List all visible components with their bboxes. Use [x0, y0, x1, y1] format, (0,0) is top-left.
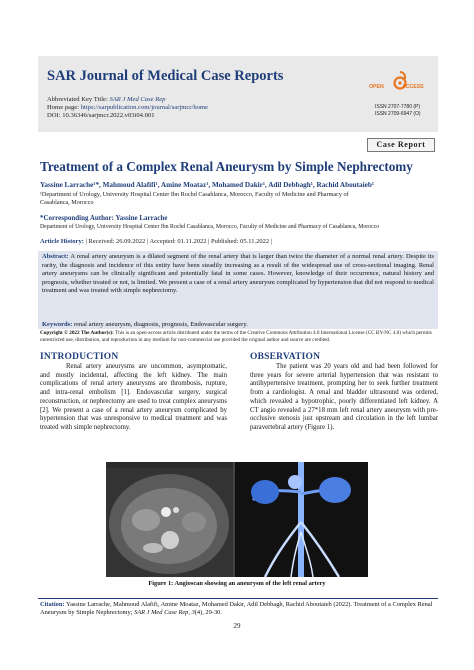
logo-open-text: OPEN [369, 84, 384, 90]
article-title: Treatment of a Complex Renal Aneurysm by Simple Nephrectomy [40, 159, 413, 174]
keywords-text: renal artery aneurysm, diagnosis, prognosis, Endovascular surgery. [73, 321, 248, 328]
citation [40, 601, 440, 617]
angio-3d-reconstruction [235, 462, 368, 577]
history-label: Article History: [40, 238, 86, 245]
citation-end: (4), 29-30. [194, 609, 222, 617]
ct-axial-image [106, 462, 233, 577]
figure-angioscan [106, 462, 368, 577]
keywords-box [38, 320, 438, 329]
copyright-text: This is an open-access article distributed under the terms of the Creative Commons Attribution 4.0 International License (CC BY-NC 4.0) which permits unrestricted use, distribution, and reproduction in any medium for non-commercial use provided the original author and source are credited. [40, 330, 432, 343]
issn-print: ISSN 2707-7780 (P) [375, 104, 421, 110]
introduction-heading: INTRODUCTION [40, 352, 119, 362]
author-list: Yassine Larrache¹*, Mahmoud Alafifi¹, Amine Moataz¹, Mohamed Dakir¹, Adil Debbagh¹, Rachid Aboutaieb¹ [40, 181, 374, 189]
citation-label: Citation: [40, 601, 67, 608]
abbrev-value: SAR J Med Case Rep [109, 96, 166, 103]
affiliation-line-2: Casablanca, Morocco [40, 199, 94, 206]
copyright-notice [40, 330, 438, 343]
abstract-text: A renal artery aneurysm is a dilated segment of the renal artery that is larger than twice the diameter of a normal renal artery. Despite its rarity, the diagnosis and incidence of this entity have been steadily increasing as a result of the widespread use of cross-sectional imaging. Renal artery aneurysms can be clinically significant and potentially fatal in some cases. However, knowledge of their occurrence, natural history and prognosis, whether treated or not, is limited. We present a case of a renal artery aneurysm complicated by hypertension that did not respond to medical treatment and was treated with simple nephrectomy. [42, 253, 434, 295]
article-type-badge: Case Report [367, 138, 435, 152]
citation-text: Yassine Larrache, Mahmoud Alafifi, Amine Moataz, Mohamed Dakir, Adil Debbagh, Rachid Aboutaieb (2022). Treatment of a Complex Renal Aneurysm by Simple Nephrectomy; [40, 601, 433, 617]
observation-text: The patient was 20 years old and had been followed for three years for severe arterial hypertension that was resistant to antihypertensive treatment, prompting her to seek further treatment from a cardiologist. A renal and bladder ultrasound was ordered, which revealed a hypotrophic, poorly differentiated left kidney. A CT angio revealed a 27*18 mm left renal artery aneurysm with pre-occlusive stenosis just upstream and circulation in the left lumbar paravertebral artery (Figure 1). [250, 363, 438, 431]
open-access-logo [372, 69, 428, 95]
citation-journal: SAR J Med Case Rep, 3 [134, 609, 195, 617]
homepage-link[interactable]: https://sarpublication.com/journal/sarjmcr/home [80, 104, 208, 111]
keywords-label: Keywords: [42, 321, 74, 328]
issn-online: ISSN 2709-6947 (O) [375, 111, 421, 117]
abbrev-label: Abbreviated Key Title: [47, 96, 110, 103]
article-history [40, 238, 272, 245]
homepage-label: Home page: [47, 104, 81, 111]
logo-access-text: ACCESS [402, 84, 424, 90]
abbreviated-title [47, 96, 165, 104]
journal-title: SAR Journal of Medical Case Reports [47, 68, 284, 84]
introduction-text: Renal artery aneurysms are uncommon, asymptomatic, and mostly incidental, affecting the left kidney. The main complications of renal artery aneurysms are thrombosis, rupture, and intra-renal embolism [1]. Endovascular surgery, surgical reconstruction, or nephrectomy are used to treat complex aneurysms [2]. We present a case of a renal artery aneurysm complicated by hypertension that was unresponsive to medical treatment and was treated with simple nephrectomy. [40, 363, 227, 431]
history-dates: | Received: 26.09.2022 | Accepted: 01.11.2022 | Published: 05.11.2022 | [85, 238, 273, 245]
copyright-label: Copyright © 2022 The Author(s): [40, 330, 114, 336]
observation-heading: OBSERVATION [250, 352, 321, 362]
figure-caption: Figure 1: Angioscan showing an aneurysm of the left renal artery [148, 580, 326, 587]
doi-line[interactable]: DOI: 10.36346/sarjmcr.2022.v03i04.001 [47, 112, 155, 119]
page-number: 29 [233, 622, 241, 630]
abstract-label: Abstract: [42, 253, 71, 260]
abstract-box [38, 251, 438, 320]
corresponding-affiliation: Department of Urology, University Hospital Center Ibn Rochd Casablanca, Morocco, Faculty of Medicine and Pharmacy of Casablanca, Morocco [40, 224, 380, 230]
footer-divider [38, 598, 438, 599]
corresponding-author: *Corresponding Author: Yassine Larrache [40, 214, 168, 222]
homepage-line [47, 104, 208, 112]
affiliation-line-1: ¹Department of Urology, University Hospital Center Ibn Rochd Casablanca, Morocco, Faculty of Medicine and Pharmacy of [40, 191, 349, 198]
